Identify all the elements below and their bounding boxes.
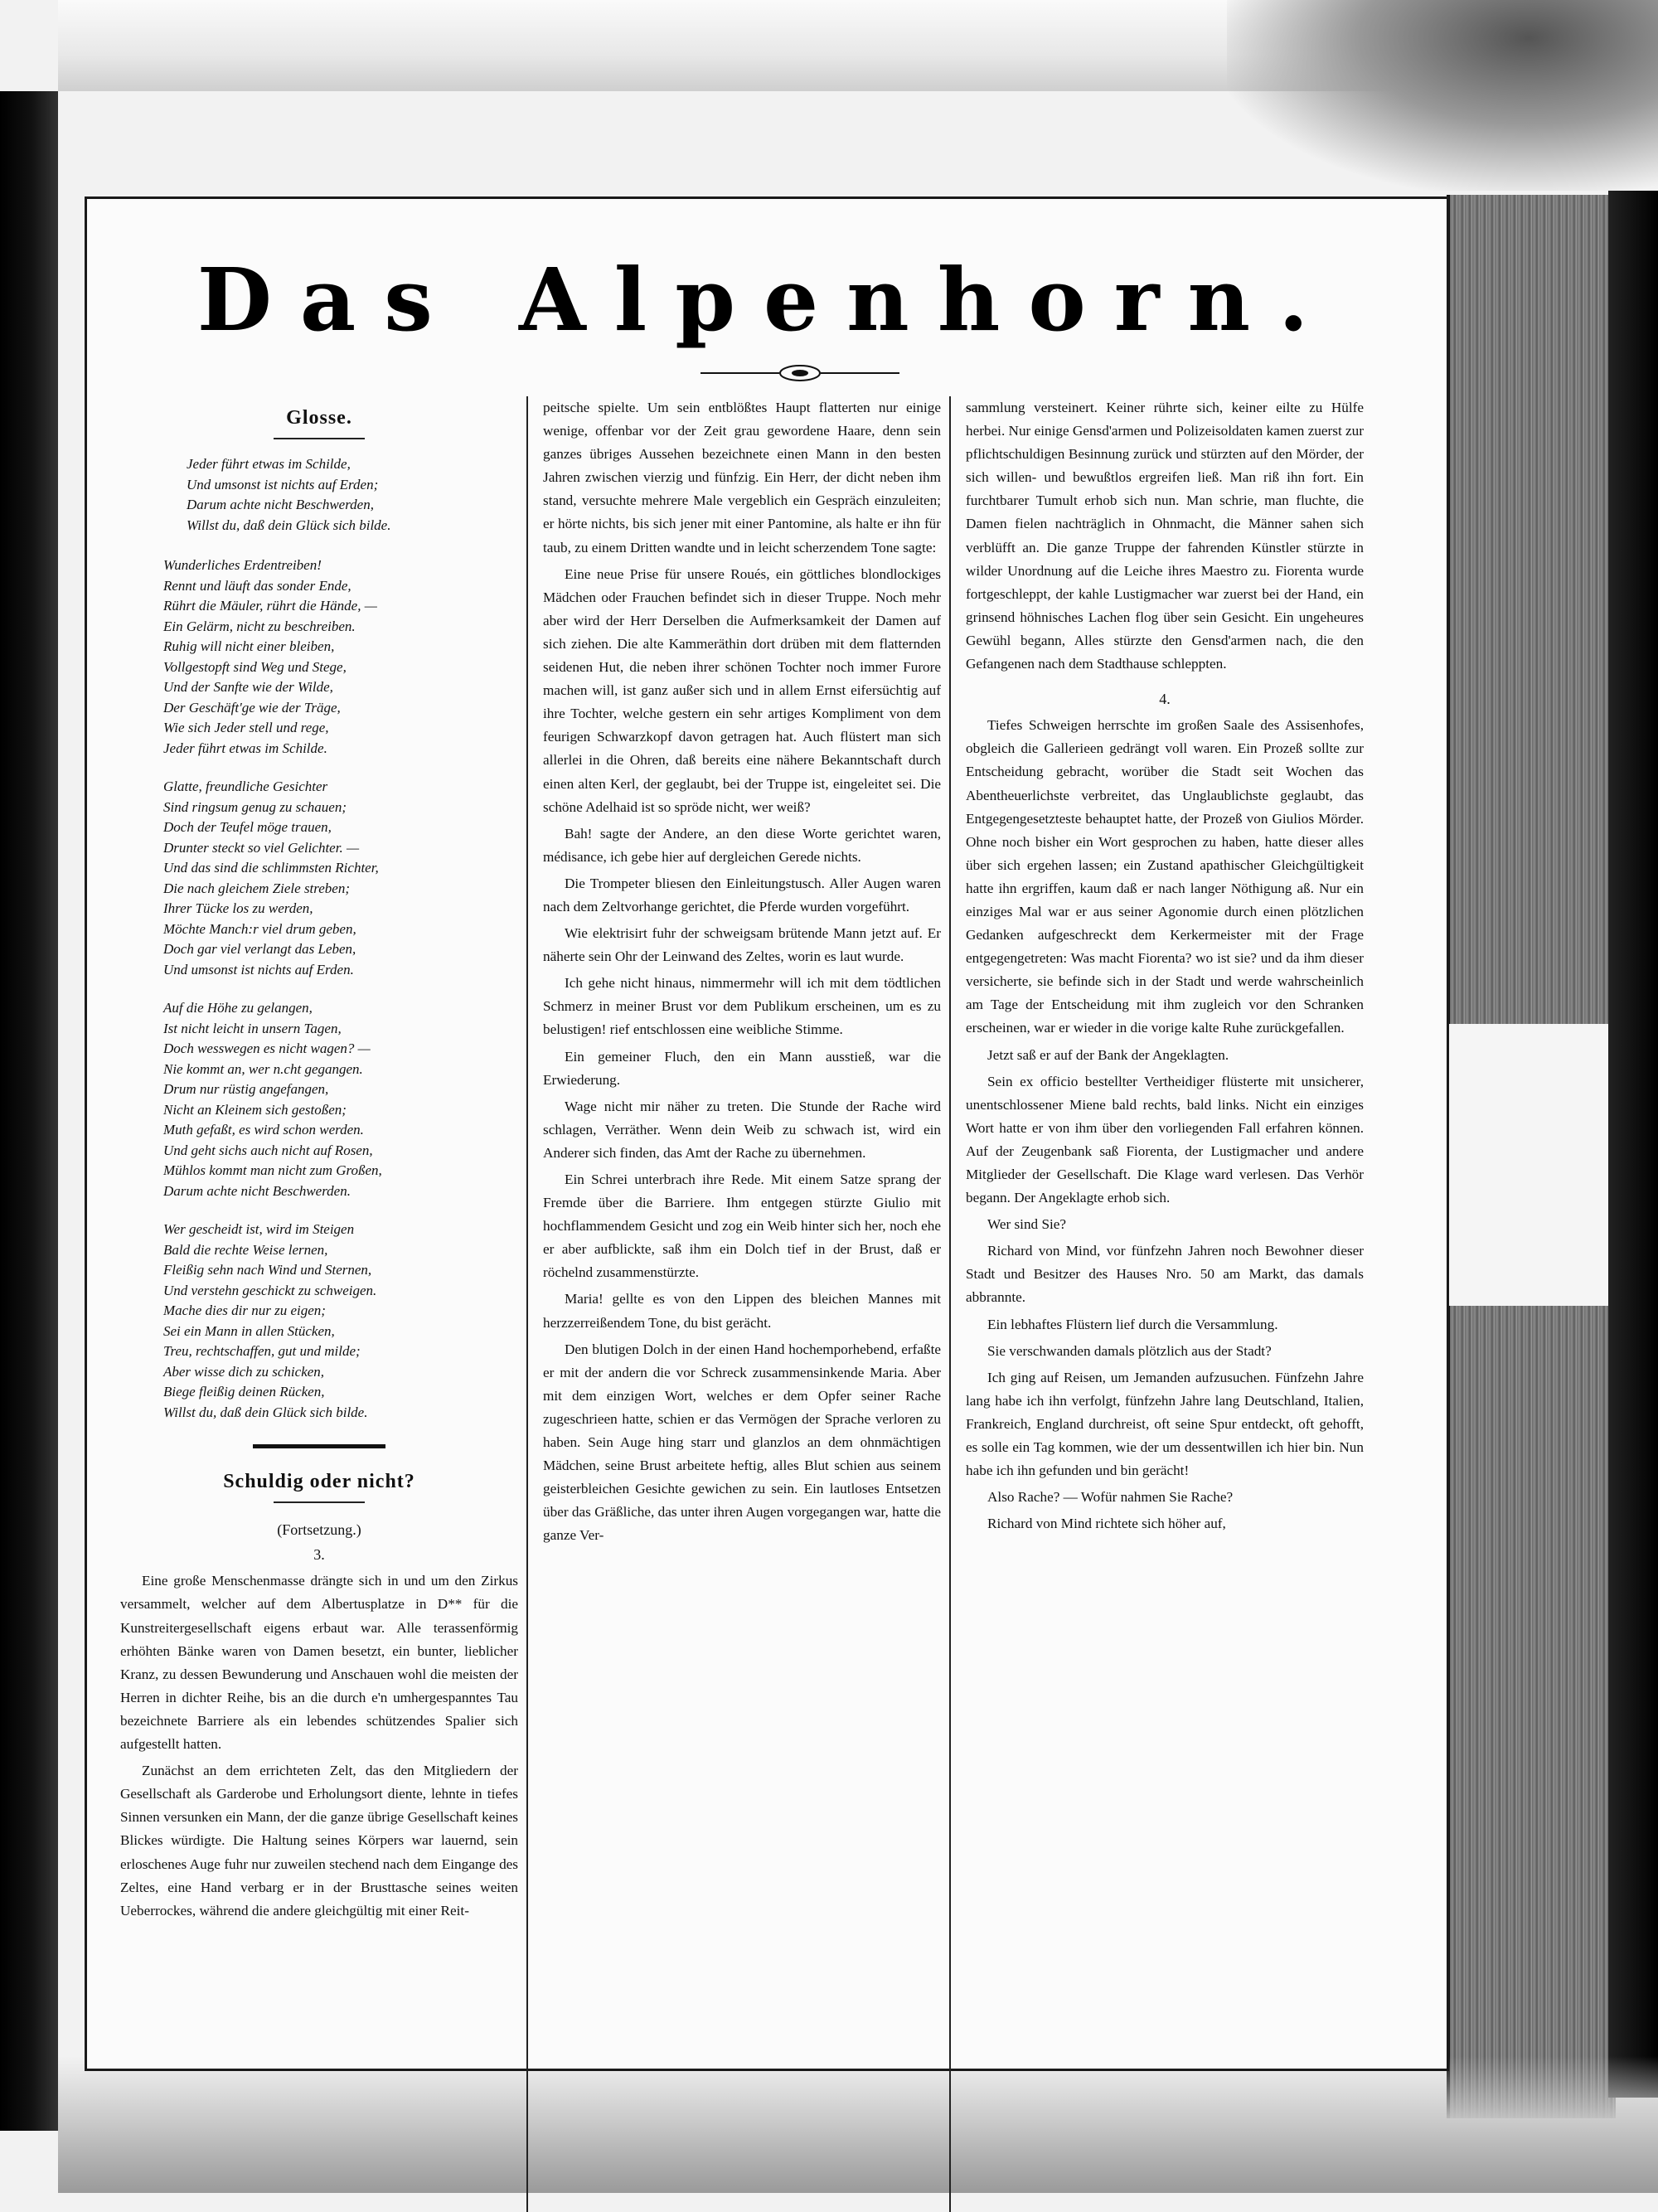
paragraph: Richard von Mind richtete sich höher auf,	[987, 1516, 1226, 1532]
section-number: 4.	[1159, 691, 1171, 708]
poem-line: Und umsonst ist nichts auf Erden.	[163, 961, 354, 977]
poem-line: Doch gar viel verlangt das Leben,	[163, 941, 356, 958]
poem-line: Glatte, freundliche Gesichter	[163, 779, 328, 795]
poem-line: Ein Gelärm, nicht zu beschreiben.	[163, 618, 356, 634]
paragraph: Sie verschwanden damals plötzlich aus der Stadt?	[987, 1342, 1272, 1359]
paragraph: sammlung versteinert. Keiner rührte sich, keiner eilte zu Hülfe herbei. Nur einige Gensd'armen und Polizeisoldaten kamen zuerst zur pflichtschuldigen Besinnung zurück und stürzten auf den Mörder, der sich willen- und bewußtlos ergreifen ließ. Man riß ihn fort. Ein furchtbarer Tumult erhob sich nun. Man schrie, man fluchte, die Damen fielen nachträglich in Ohnmacht, die Männer sahen sich verblüfft an. Die ganze Truppe der fahrenden Künstler stürzte in wilder Unordnung auf die Leiche ihres Maestro zu. Fiorenta wurde fortgeschleppt, der kahle Lustigmacher war zuerst bei der Hand, ein grinsend höhnisches Lachen flog über sein Gesicht. Ein ungeheures Gewühl begann, Alles stürzte den Gensd'armen nach, die den Gefangenen nach dem Stadthause schleppten.	[966, 400, 1364, 672]
poem-line: Die nach gleichem Ziele streben;	[163, 880, 351, 896]
poem-line: Willst du, daß dein Glück sich bilde.	[163, 1404, 368, 1420]
paragraph: Die Trompeter bliesen den Einleitungstusch. Aller Augen waren nach dem Zeltvorhange gerichtet, die Pferde wurden vorgeführt.	[543, 875, 941, 914]
paragraph: Wage nicht mir näher zu treten. Die Stunde der Rache wird schlagen, Verräther. Wenn dein Weib zu schwach ist, wird ein Anderer sich finden, das Amt der Rache zu übernehmen.	[543, 1098, 941, 1161]
heading-rule	[274, 438, 365, 439]
paragraph: peitsche spielte. Um sein entblößtes Haupt flatterten nur einige wenige, offenbar vor der Zeit grau gewordene Haare, denn sein ganzes übriges Aussehen bezeichnete einen Mann in den besten Jahren zwischen vierzig und fünfzig. Ein Herr, der dicht neben ihm stand, versuchte mehrere Male vergeblich ein Gespräch einzuleiten; er hörte nichts, bis sich jener mit einer Pantomine, als halte er ihn für taub, zu einem Dritten wandte und in leicht scherzendem Tone sagte:	[543, 400, 941, 555]
poem-line: Sei ein Mann in allen Stücken,	[163, 1322, 335, 1339]
poem-line: Auf die Höhe zu gelangen,	[163, 1000, 313, 1016]
poem-line: Rührt die Mäuler, rührt die Hände, —	[163, 598, 377, 614]
scan-left-edge	[0, 91, 58, 2131]
poem-stanza	[120, 777, 518, 980]
paragraph: Jetzt saß er auf der Bank der Angeklagten.	[987, 1046, 1229, 1063]
poem-line: Mühlos kommt man nicht zum Großen,	[163, 1162, 382, 1179]
poem-line: Darum achte nicht Beschwerden.	[163, 1182, 351, 1199]
column-3	[966, 396, 1364, 1535]
paragraph: Tiefes Schweigen herrschte im großen Saale des Assisenhofes, obgleich die Gallerieen gedrängt voll waren. Ein Prozeß sollte zur Entscheidung gebracht, worüber die Stadt seit Wochen das Abentheuerlichste verbreitet, das Unglaublichste geglaubt, das Entgegengesetzteste behauptet hatte, der Prozeß von Giulios Mörder. Ohne noch bisher ein Wort gesprochen zu haben, hatte dieser alles über sich ergehen lassen; ein Zustand apathischer Gleichgültigkeit hatte ihn ergriffen, kaum daß er nach langer Nöthigung aß. Nur ein einziges Mal war er aus seiner Agonomie durch einen plötzlichen Gedanken aufgeschreckt dem Kerkermeister mit der Frage entgegengetreten: Was macht Fiorenta? wo ist sie? und da ihm dieser versicherte, sie befinde sich in der Stadt und werde wahrscheinlich am Tage der Entscheidung mit ihm zugleich vor den Schranken erscheinen, war er wieder in die vorige kalte Ruhe zurückgefallen.	[966, 717, 1364, 1036]
poem-line: Und verstehn geschickt zu schweigen.	[163, 1282, 377, 1298]
poem-line: Ruhig will nicht einer bleiben,	[163, 638, 335, 655]
poem-line: Wunderliches Erdentreiben!	[163, 557, 322, 574]
column-rule	[526, 396, 528, 2212]
ornament-divider-icon	[701, 361, 899, 386]
poem-line: Drunter steckt so viel Gelichter. —	[163, 839, 360, 856]
poem-line: Sind ringsum genug zu schauen;	[163, 798, 347, 815]
poem-line: Ihrer Tücke los zu werden,	[163, 900, 313, 917]
poem-stanza	[120, 555, 518, 759]
paragraph: Wie elektrisirt fuhr der schweigsam brütende Mann jetzt auf. Er näherte sein Ohr der Leinwand des Zeltes, worin es laut wurde.	[543, 925, 941, 965]
column-1	[120, 396, 518, 1923]
poem-line: Ist nicht leicht in unsern Tagen,	[163, 1020, 342, 1036]
section-rule	[253, 1444, 385, 1448]
paragraph: Den blutigen Dolch in der einen Hand hochemporhebend, erfaßte er mit der andern die vor Schreck zusammensinkende Maria. Aber mit dem einzigen Wort, welches er dem Opfer seiner Rache zugeschrieen hatte, schien er das Vermögen der Sprache verloren zu haben. Sein Auge hing starr und glanzlos an dem ohnmächtigen Mädchen, seine Brust arbeitete heftig, alles Blut schien aus seinem geisterbleichen Gesichte gewichen zu sein. Ein lautloses Entsetzen über das Gräßliche, das unter ihren Augen vorgegangen war, hatte die ganze Ver-	[543, 1341, 941, 1544]
poem-line: Wie sich Jeder stell und rege,	[163, 720, 329, 736]
poem-line: Der Geschäft'ge wie der Träge,	[163, 699, 341, 716]
poem-line: Muth gefaßt, es wird schon werden.	[163, 1122, 364, 1138]
scan-shadow	[1227, 0, 1658, 191]
poem-line: Mache dies dir nur zu eigen;	[163, 1302, 326, 1319]
poem-line: Nie kommt an, wer n.cht gegangen.	[163, 1060, 363, 1077]
poem-line: Fleißig sehn nach Wind und Sternen,	[163, 1262, 372, 1278]
poem-line: Vollgestopft sind Weg und Stege,	[163, 658, 347, 675]
poem-line: Jeder führt etwas im Schilde,	[187, 456, 351, 473]
poem-line: Nicht an Kleinem sich gestoßen;	[163, 1101, 347, 1118]
paragraph: Wer sind Sie?	[987, 1216, 1067, 1233]
poem-line: Biege fleißig deinen Rücken,	[163, 1384, 325, 1400]
heading-rule	[274, 1501, 365, 1503]
poem-line: Doch wesswegen es nicht wagen? —	[163, 1041, 371, 1057]
scan-bottom-shadow	[58, 2056, 1658, 2193]
poem-line: Und geht sichs auch nicht auf Rosen,	[163, 1142, 373, 1158]
paragraph: Eine große Menschenmasse drängte sich in und um den Zirkus versammelt, welcher auf dem Albertusplatze in D** für die Kunstreitergesellschaft eigens erbaut war. Alle terassenförmig erhöhten Bänke waren von Damen besetzt, ein bunter, lieblicher Kranz, zu dessen Bewunderung und Anschauen wohl die meisten der Herren in dichter Reihe, bis an die durch e'n umhergespanntes Tau bezeichnete Barriere als ein lebendes schützendes Spalier sich aufgestellt hatten.	[120, 1573, 518, 1753]
column-2	[543, 396, 941, 1548]
newspaper-page	[87, 199, 1447, 2069]
section-number: 3.	[313, 1546, 325, 1564]
paragraph: Eine neue Prise für unsere Roués, ein göttliches blondlockiges Mädchen oder Frauchen befindet sich in dieser Truppe. Noch mehr aber wird der Herr Derselben die Aufmerksamkeit der Damen auf sich ziehen. Die alte Kammeräthin dort drüben mit dem flatternden seidenen Hut, die neben ihrer schönen Tochter noch immer Furore machen will, ist ganz außer sich und in allem Ernst eifersüchtig auf ihre Tochter, welche gestern ein sehr artiges Kompliment von dem feurigen Schwarzkopf davon getragen hat. Auch flüstert man sich allerlei in die Ohren, daß bereits eine nähere Bekanntschaft durch einen alten Kerl, der geglaubt, bei der Truppe ist, eingeleitet sei. Die schöne Adelhaid ist so spröde nicht, wer weiß?	[543, 565, 941, 815]
paragraph: Also Rache? — Wofür nahmen Sie Rache?	[987, 1489, 1234, 1506]
paragraph: Richard von Mind, vor fünfzehn Jahren noch Bewohner dieser Stadt und Besitzer des Hauses Nro. 50 am Markt, das damals abbrannte.	[966, 1243, 1364, 1306]
poem-line: Darum achte nicht Beschwerden,	[187, 497, 374, 513]
paragraph: Sein ex officio bestellter Vertheidiger flüsterte mit unsicherer, unentschlossener Miene bald rechts, bald links. Nicht ein einziges Wort hatte er von ihm über den vorliegenden Fall erfahren können. Auf der Zeugenbank saß Fiorenta, der Lustigmacher und andere Mitglieder der Gesellschaft. Die Klage ward verlesen. Das Verhör begann. Der Angeklagte erhob sich.	[966, 1073, 1364, 1206]
paragraph: Ein Schrei unterbrach ihre Rede. Mit einem Satze sprang der Fremde über die Barriere. Ihm entgegen stürzte Giulio mit hochflammendem Gesicht und zog ein Weib hinter sich her, noch ehe er aber aufblickte, saß ihm ein Dolch tief in der Brust, daß er röchelnd zusammenstürzte.	[543, 1171, 941, 1281]
paragraph: Ein gemeiner Fluch, den ein Mann ausstieß, war die Erwiederung.	[543, 1048, 941, 1088]
poem-stanza	[120, 1220, 518, 1423]
poem-line: Rennt und läuft das sonder Ende,	[163, 577, 351, 594]
continuation-note: (Fortsetzung.)	[277, 1521, 361, 1539]
poem-line: Wer gescheidt ist, wird im Steigen	[163, 1221, 355, 1238]
poem-line: Und umsonst ist nichts auf Erden;	[187, 476, 379, 492]
poem-line: Möchte Manch:r viel drum geben,	[163, 920, 356, 937]
paragraph: Ich gehe nicht hinaus, nimmermehr will ich mit dem tödtlichen Schmerz in meiner Brust vor dem Publikum erscheinen, um es zu belustigen! rief entschlossen eine weibliche Stimme.	[543, 975, 941, 1038]
poem-heading: Glosse.	[286, 407, 352, 429]
poem-line: Doch der Teufel möge trauen,	[163, 819, 332, 836]
paragraph: Zunächst an dem errichteten Zelt, das den Mitgliedern der Gesellschaft als Garderobe und Erholungsort diente, lehnte in tiefes Sinnen versunken ein Mann, der die ganze übrige Gesellschaft keines Blickes würdigte. Die Haltung seines Körpers war lauernd, sein erloschenes Auge fuhr nur zuweilen stechend nach dem Eingange des Zeltes, eine Hand verbarg er in der Brusttasche seines weiten Ueberrockes, während die andere gleichgültig mit einer Reit-	[120, 1763, 518, 1919]
poem-stanza	[120, 998, 518, 1201]
paragraph: Bah! sagte der Andere, an den diese Worte gerichtet waren, médisance, ich gebe hier auf dergleichen Gerede nichts.	[543, 825, 941, 865]
scan-right-edge	[1608, 191, 1658, 2098]
poem-line: Treu, rechtschaffen, gut und milde;	[163, 1343, 361, 1360]
column-rule	[949, 396, 951, 2212]
poem-line: Und das sind die schlimmsten Richter,	[163, 860, 379, 876]
poem-line: Drum nur rüstig angefangen,	[163, 1081, 329, 1098]
poem-motto	[120, 454, 518, 536]
poem-line: Und der Sanfte wie der Wilde,	[163, 679, 333, 696]
poem	[120, 454, 518, 1423]
story-heading: Schuldig oder nicht?	[223, 1471, 415, 1493]
paragraph: Maria! gellte es von den Lippen des bleichen Mannes mit herzzerreißendem Tone, du bist gerächt.	[543, 1291, 941, 1331]
paragraph: Ein lebhaftes Flüstern lief durch die Versammlung.	[987, 1316, 1278, 1332]
masthead-title: Das Alpenhorn.	[196, 249, 1337, 351]
poem-line: Bald die rechte Weise lernen,	[163, 1241, 328, 1258]
poem-line: Aber wisse dich zu schicken,	[163, 1363, 325, 1380]
paragraph: Ich ging auf Reisen, um Jemanden aufzusuchen. Fünfzehn Jahre lang habe ich ihn verfolgt, fünfzehn Jahre lang Deutschland, Italien, Frankreich, England durchreist, oft seine Spur entdeckt, oft gehofft, es solle ein Tag kommen, wie der um dessentwillen ich hier bin. Nun habe ich ihn gefunden und bin gerächt!	[966, 1369, 1364, 1479]
poem-line: Jeder führt etwas im Schilde.	[163, 740, 327, 756]
poem-line: Willst du, daß dein Glück sich bilde.	[187, 517, 391, 533]
